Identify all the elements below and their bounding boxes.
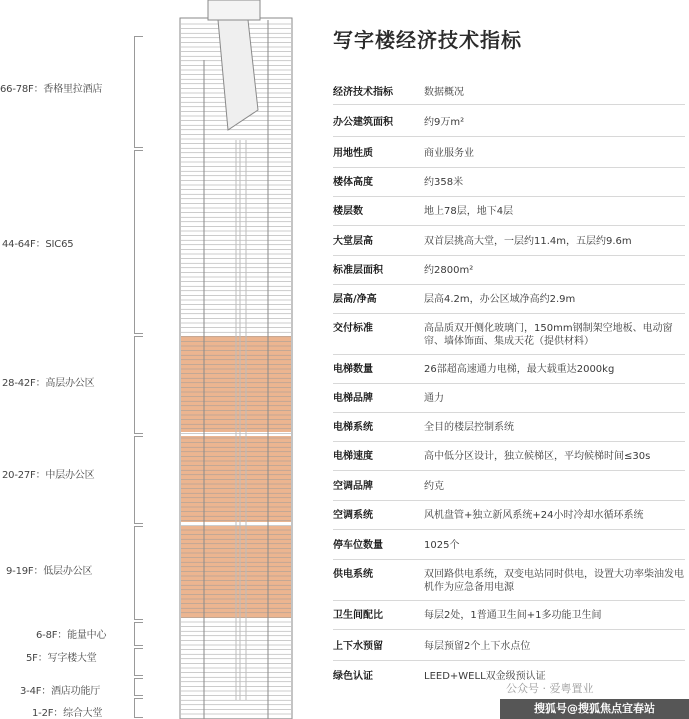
row-key: 用地性质 xyxy=(333,148,373,159)
table-divider xyxy=(333,629,685,630)
row-key: 电梯速度 xyxy=(333,451,373,462)
floor-label-low-office: 9-19F：低层办公区 xyxy=(6,566,93,577)
row-value: LEED+WELL双金级预认证 xyxy=(424,671,546,682)
row-key: 空调系统 xyxy=(333,510,373,521)
table-divider xyxy=(333,284,685,285)
row-value: 约358米 xyxy=(424,177,464,188)
row-value: 地上78层，地下4层 xyxy=(424,206,514,217)
table-divider xyxy=(333,559,685,560)
table-divider xyxy=(333,412,685,413)
floor-label-hotel-function: 3-4F：酒店功能厅 xyxy=(20,686,101,697)
row-key: 标准层面积 xyxy=(333,265,383,276)
page-title: 写字楼经济技术指标 xyxy=(333,28,522,52)
floor-label-main-lobby: 1-2F：综合大堂 xyxy=(32,708,103,719)
table-divider xyxy=(333,354,685,355)
row-value: 约9万m² xyxy=(424,117,465,128)
table-divider xyxy=(333,196,685,197)
floor-brace-hotel xyxy=(134,36,143,148)
table-divider xyxy=(333,660,685,661)
table-divider xyxy=(333,529,685,530)
row-key: 层高/净高 xyxy=(333,294,377,305)
floor-brace-sic65 xyxy=(134,150,143,334)
row-key: 卫生间配比 xyxy=(333,610,383,621)
row-key: 电梯系统 xyxy=(333,422,373,433)
row-key: 交付标准 xyxy=(333,323,373,334)
row-value: 双回路供电系统，双变电站同时供电，设置大功率柴油发电机作为应急备用电源 xyxy=(424,569,684,593)
floor-brace-main-lobby xyxy=(134,698,143,718)
table-divider xyxy=(333,470,685,471)
floor-brace-high-office xyxy=(134,336,143,434)
row-key: 楼体高度 xyxy=(333,177,373,188)
row-value: 全目的楼层控制系统 xyxy=(424,422,514,433)
table-header-key: 经济技术指标 xyxy=(333,87,393,98)
watermark-logo: 公众号 · 爱粤置业 xyxy=(506,682,594,695)
row-key: 供电系统 xyxy=(333,569,373,580)
floor-label-hotel: 66-78F：香格里拉酒店 xyxy=(0,84,103,95)
floor-brace-low-office xyxy=(134,526,143,620)
row-key: 停车位数量 xyxy=(333,540,383,551)
row-key: 大堂层高 xyxy=(333,236,373,247)
floor-brace-mid-office xyxy=(134,436,143,524)
row-value: 通力 xyxy=(424,393,444,404)
table-header-value: 数据概况 xyxy=(424,87,464,98)
floor-brace-energy xyxy=(134,622,143,646)
row-value: 约2800m² xyxy=(424,265,474,276)
table-divider xyxy=(333,225,685,226)
row-value: 双首层挑高大堂，一层约11.4m，五层约9.6m xyxy=(424,236,632,247)
row-key: 空调品牌 xyxy=(333,481,373,492)
row-value: 高品质双开侧化玻璃门，150mm钢制架空地板、电动窗帘、墙体饰面、集成天花（提供材料） xyxy=(424,323,673,347)
row-key: 楼层数 xyxy=(333,206,363,217)
floor-label-energy: 6-8F：能量中心 xyxy=(36,630,107,641)
row-value: 高中低分区设计，独立候梯区，平均候梯时间≤30s xyxy=(424,451,651,462)
row-value: 商业服务业 xyxy=(424,148,474,159)
table-divider xyxy=(333,136,685,137)
table-divider xyxy=(333,255,685,256)
watermark-bar: 搜狐号@搜狐焦点宜春站 xyxy=(500,699,689,719)
table-divider xyxy=(333,313,685,314)
floor-label-high-office: 28-42F：高层办公区 xyxy=(2,378,95,389)
table-divider xyxy=(333,500,685,501)
row-value: 层高4.2m，办公区域净高约2.9m xyxy=(424,294,576,305)
tower-elevation xyxy=(178,0,296,719)
table-divider xyxy=(333,441,685,442)
row-key: 电梯数量 xyxy=(333,364,373,375)
row-key: 上下水预留 xyxy=(333,641,383,652)
row-value: 每层2处，1普通卫生间+1多功能卫生间 xyxy=(424,610,602,621)
row-key: 办公建筑面积 xyxy=(333,117,393,128)
table-divider xyxy=(333,167,685,168)
row-value: 约克 xyxy=(424,481,444,492)
floor-label-mid-office: 20-27F：中层办公区 xyxy=(2,470,95,481)
floor-brace-hotel-function xyxy=(134,678,143,696)
table-divider xyxy=(333,383,685,384)
floor-brace-office-lobby xyxy=(134,648,143,676)
row-key: 绿色认证 xyxy=(333,671,373,682)
row-value: 1025个 xyxy=(424,540,460,551)
floor-label-sic65: 44-64F：SIC65 xyxy=(2,239,74,250)
row-value: 26部超高速通力电梯，最大载重达2000kg xyxy=(424,364,615,375)
table-divider xyxy=(333,104,685,105)
row-key: 电梯品牌 xyxy=(333,393,373,404)
table-divider xyxy=(333,600,685,601)
row-value: 每层预留2个上下水点位 xyxy=(424,641,531,652)
row-value: 风机盘管+独立新风系统+24小时冷却水循环系统 xyxy=(424,510,644,521)
floor-label-office-lobby: 5F：写字楼大堂 xyxy=(26,653,97,664)
